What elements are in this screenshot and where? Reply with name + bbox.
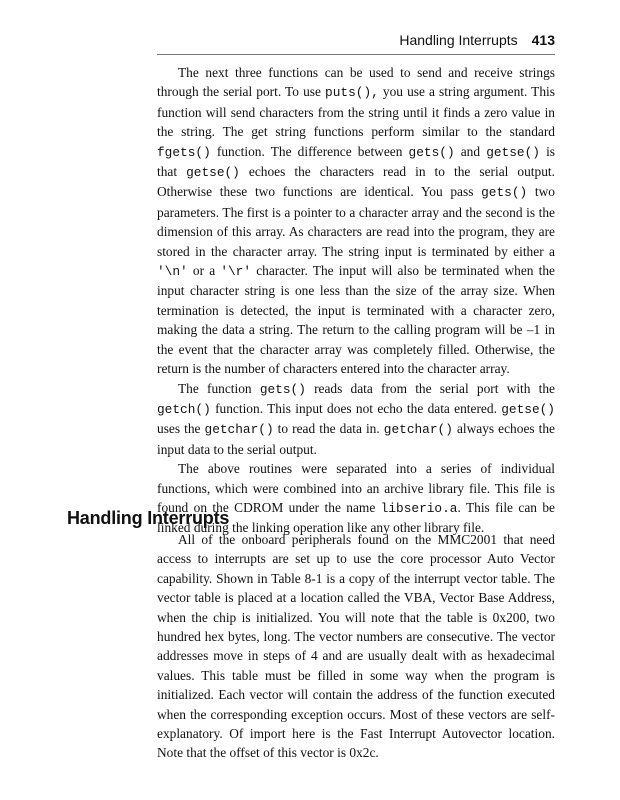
text-run: The above routines were separated into a series of individual functions, which were combined into an archive library file. This file is found on the CDROM under the name [157,461,555,515]
inline-code: gets() [259,381,306,397]
inline-code: getse() [186,165,240,181]
text-run: to read the data in. [273,421,384,437]
page-number: 413 [531,32,555,48]
inline-code: getch() [157,401,211,417]
text-run: echoes the characters read in to the serial output. Otherwise these two functions are identical. You pass [157,164,555,200]
inline-code: getchar() [204,422,274,438]
running-header [0,32,555,52]
text-run: or a [187,263,221,279]
body-text-top [157,63,555,538]
inline-code: '\r' [220,264,252,280]
text-run: function. The difference between [210,143,409,159]
inline-code: getse() [486,144,540,160]
text-run: you use a string argument. This function will send characters from the string until it finds a zero value in the string. The get string functions perform similar to the standard [157,84,555,140]
text-run: reads data from the serial port with the [305,380,555,396]
section-heading: Handling Interrupts [67,508,230,528]
inline-code: fgets() [157,144,211,160]
paragraph [157,63,555,379]
body-text-bottom [157,530,555,763]
paragraph [157,379,555,460]
inline-code: '\n' [157,264,188,280]
inline-code: gets() [408,144,455,160]
inline-code: puts(), [325,85,379,101]
text-run: The next three functions can be used to send and receive strings through the serial port. To use [157,65,555,100]
text-run: and [454,143,487,159]
text-run: two parameters. The first is a pointer to a character array and the second is the dimension of this array. As characters are read into the program, they are stored in the character array. The string input is terminated by either a [157,184,555,259]
text-run: is that [157,143,556,180]
inline-code: getchar() [383,422,453,438]
inline-code: gets() [481,185,528,201]
paragraph [157,530,555,763]
text-run: always echoes the input data to the serial output. [157,421,556,457]
text-run: . This file can be linked during the linking operation like any other library file. [157,499,555,536]
text-run: function. This input does not echo the data entered. [210,400,502,416]
text-run: The function [178,380,260,396]
running-title: Handling Interrupts [399,32,518,48]
text-run: uses the [157,421,205,437]
inline-code: libserio.a [380,500,458,516]
inline-code: getse() [501,401,555,417]
text-run: character. The input will also be terminated when the input character string is one less than the size of the array size. When termination is detected, the input is terminated with a character zero, making the data a string. The return to the calling program will be –1 in the event that the character array was completely filled. Otherwise, the return is the number of characters entered into the character array. [157,263,555,377]
text-run: All of the onboard peripherals found on the MMC2001 that need access to interrupts are set up to use the core processor Auto Vector capability. Shown in Table 8-1 is a copy of the interrupt vector table. The vector table is placed at a location called the VBA, Vector Base Address, when the chip is initialized. You will note that the table is 0x200, two hundred hex bytes, long. The vector numbers are consecutive. The vector addresses move in steps of 4 and are usually dealt with as hexadecimal values. This table must be filled in some way when the program is initialized. Each vector will contain the address of the function executed when the corresponding exception occurs. Most of these vectors are self-explanatory. Of import here is the Fast Interrupt Autovector location. Note that the offset of this vector is 0x2c. [157,532,555,761]
header-rule [157,54,555,55]
